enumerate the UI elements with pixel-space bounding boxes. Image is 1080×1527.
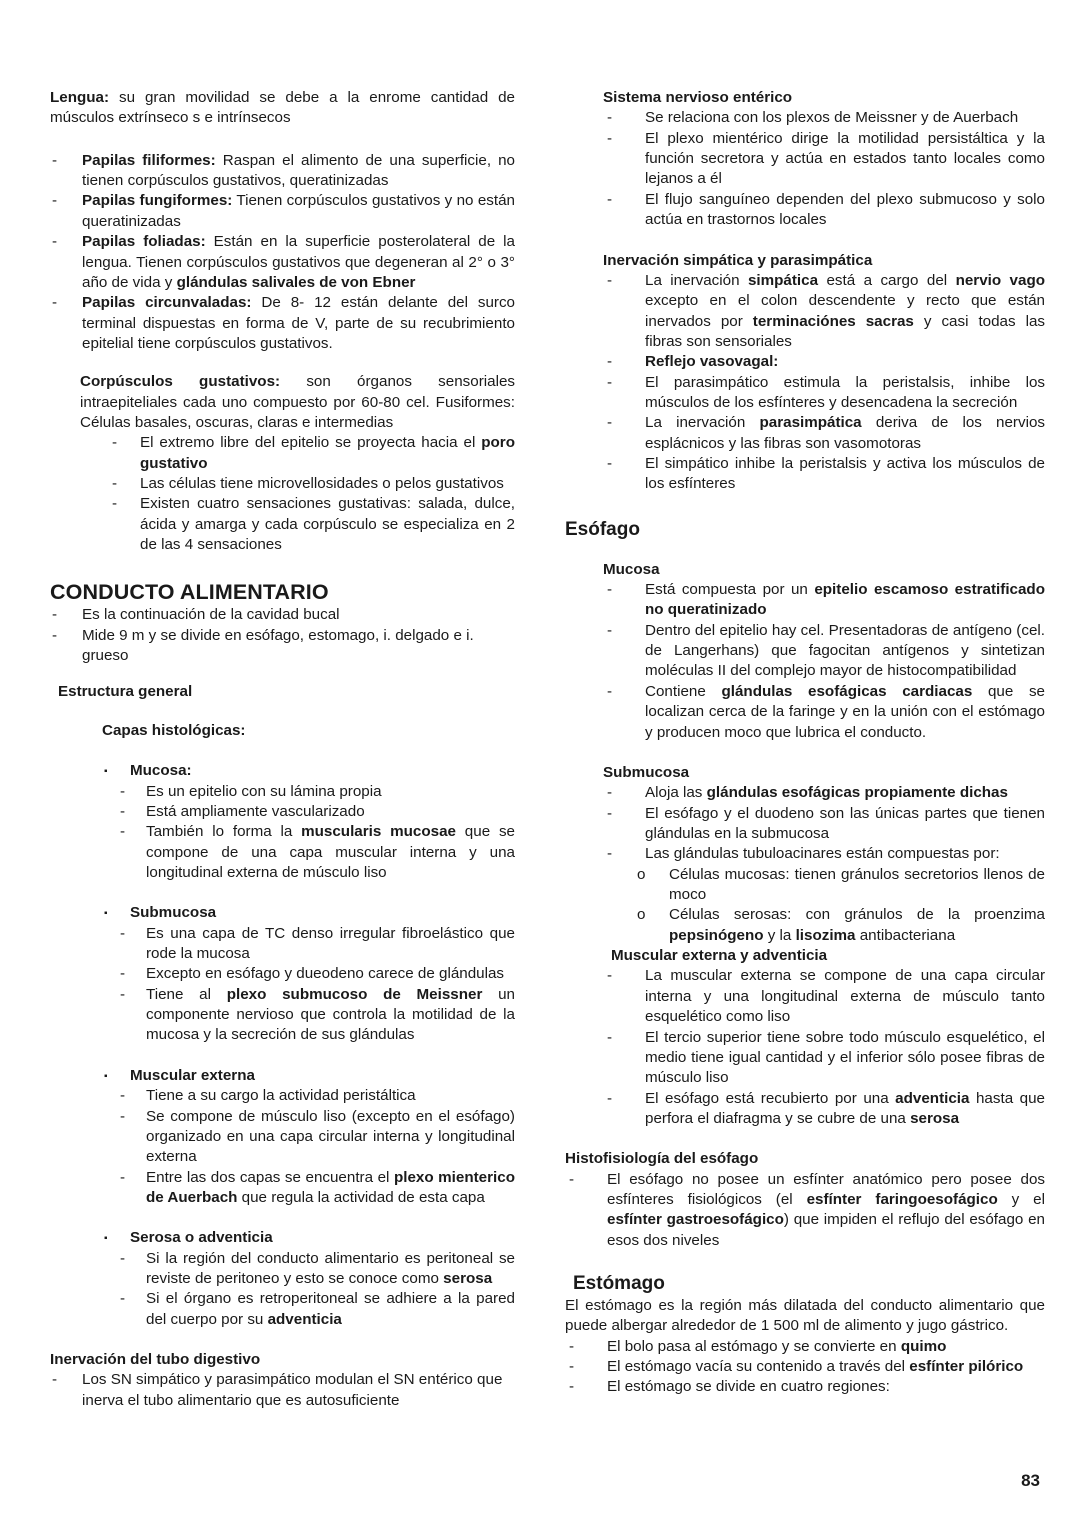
item-bold: muscularis mucosae bbox=[301, 823, 456, 841]
dash-marker: - bbox=[52, 192, 58, 210]
square-list-item bbox=[102, 1228, 515, 1248]
list-item bbox=[603, 844, 1045, 864]
dash-marker: - bbox=[120, 985, 126, 1003]
celulas-mucosas-item: Células mucosas: tienen gránulos secretorios llenos de moco bbox=[669, 865, 1045, 904]
item-text-tail: que regula la actividad de esta capa bbox=[237, 1188, 485, 1206]
list-item bbox=[120, 1289, 515, 1330]
list-item bbox=[603, 108, 1045, 128]
dash-marker: - bbox=[52, 606, 58, 624]
item-text: Si la región del conducto alimentario es peritoneal se reviste de peritoneo y esto se conoce como bbox=[146, 1249, 515, 1288]
list-item bbox=[50, 191, 515, 232]
list-item bbox=[603, 373, 1045, 414]
dash-marker: - bbox=[607, 190, 613, 208]
papila-label: Papilas fungiformes: bbox=[82, 192, 233, 210]
item-bold-tail: adventicia bbox=[267, 1310, 342, 1328]
dash-marker: - bbox=[607, 621, 613, 639]
mucosa-item: Dentro del epitelio hay cel. Presentadoras de antígeno (cel. de Langerhans) que fagocitan antígenos y sintetizan moléculas II del complejo mayor de histocompatibilidad bbox=[645, 621, 1045, 680]
papila-label: Papilas foliadas: bbox=[82, 233, 206, 251]
item-text: Contiene bbox=[645, 682, 722, 700]
item-bold: adventicia bbox=[895, 1089, 970, 1107]
dash-marker: - bbox=[607, 414, 613, 432]
mucosa-item: Es un epitelio con su lámina propia bbox=[146, 782, 382, 800]
item-text: ) que impiden el reflujo del esófago en esos dos niveles bbox=[607, 1211, 1045, 1249]
square-list-item bbox=[102, 1066, 515, 1086]
conducto-item: Mide 9 m y se divide en esófago, estomago, i. delgado e i. grueso bbox=[82, 626, 474, 665]
square-bullet-icon: ▪ bbox=[104, 766, 108, 778]
heading-conducto-alimentario: CONDUCTO ALIMENTARIO bbox=[50, 579, 329, 604]
capa-label: Mucosa: bbox=[130, 762, 192, 780]
circle-list-item bbox=[635, 905, 1045, 946]
submucosa-item: Las glándulas tubuloacinares están compuestas por: bbox=[645, 845, 1000, 863]
item-bold: terminaciónes sacras bbox=[752, 312, 914, 330]
inervacion-item bbox=[645, 352, 1045, 372]
heading-sistema-nervioso-enterico: Sistema nervioso entérico bbox=[603, 89, 793, 106]
muscular-externa-heading-block bbox=[611, 946, 1045, 966]
item-bold-tail: poro gustativo bbox=[140, 434, 515, 472]
item-text: Tiene al bbox=[146, 985, 227, 1003]
list-item bbox=[603, 804, 1045, 845]
heading-muscular-externa-adventicia: Muscular externa y adventicia bbox=[611, 947, 828, 965]
dash-marker: - bbox=[52, 151, 58, 169]
list-item bbox=[120, 964, 515, 984]
list-item bbox=[120, 985, 515, 1046]
estomago-item bbox=[607, 1357, 1045, 1377]
dash-marker: - bbox=[120, 823, 126, 841]
square-bullet-icon: ▪ bbox=[104, 1233, 108, 1245]
item-bold-tail: serosa bbox=[443, 1270, 493, 1288]
list-item bbox=[603, 783, 1045, 803]
muscular-item bbox=[645, 1089, 1045, 1130]
item-bold: simpática bbox=[747, 271, 819, 289]
dash-marker: - bbox=[120, 802, 126, 820]
list-item bbox=[120, 1249, 515, 1290]
list-item bbox=[603, 352, 1045, 372]
dash-marker: - bbox=[120, 924, 126, 942]
list-item bbox=[50, 151, 515, 192]
estomago-intro: El estómago es la región más dilatada del conducto alimentario que puede albergar alrededor de 1 500 ml de alimento y jugo gástrico. bbox=[565, 1296, 1045, 1335]
dash-marker: - bbox=[112, 434, 118, 452]
list-item bbox=[603, 1028, 1045, 1089]
estomago-item: El estómago se divide en cuatro regiones: bbox=[607, 1378, 890, 1396]
muscular-item: El tercio superior tiene sobre todo músculo esquelético, el medio tiene igual cantidad y el inferior sólo posee fibras de músculo liso bbox=[645, 1028, 1045, 1087]
heading-esofago-submucosa: Submucosa bbox=[603, 763, 690, 781]
heading-esofago-mucosa: Mucosa bbox=[603, 560, 660, 578]
list-item bbox=[120, 1168, 515, 1209]
list-item bbox=[120, 924, 515, 965]
papila-circunvaladas bbox=[82, 293, 515, 354]
item-text: La inervación bbox=[645, 271, 748, 289]
list-item bbox=[603, 621, 1045, 682]
papila-filiformes bbox=[82, 151, 515, 192]
papila-foliadas bbox=[82, 232, 515, 293]
item-bold-tail: glándulas esofágicas propiamente dichas bbox=[706, 784, 1008, 802]
list-item bbox=[120, 822, 515, 883]
submucosa-item bbox=[146, 985, 515, 1046]
papila-text: Están en la superficie posterolateral de la lengua. Tienen corpúsculos gustativos que degeneran al 2° o 3° año de vida y bbox=[82, 233, 516, 291]
dash-marker: - bbox=[112, 475, 118, 493]
square-bullet-icon: ▪ bbox=[104, 1070, 108, 1082]
corpusculos-paragraph bbox=[80, 372, 515, 433]
inervacion-item bbox=[645, 271, 1045, 352]
item-bold: parasimpática bbox=[759, 414, 862, 432]
dash-marker: - bbox=[607, 682, 613, 700]
item-text: Está compuesta por un bbox=[645, 580, 815, 598]
esofago-body bbox=[603, 560, 1045, 1130]
muscular-item: La muscular externa se compone de una capa circular interna y una longitudinal externa de músculo tanto esquelético como liso bbox=[645, 967, 1045, 1026]
dash-marker: - bbox=[120, 1168, 126, 1186]
dash-marker: - bbox=[569, 1337, 575, 1355]
lengua-paragraph bbox=[50, 88, 515, 129]
dash-marker: - bbox=[607, 1028, 613, 1046]
inervacion-item: El parasimpático estimula la peristalsis, inhibe los músculos de los esfínteres y desencadena la secreción bbox=[645, 373, 1045, 412]
item-bold: Reflejo vasovagal: bbox=[645, 353, 779, 371]
item-text: y la bbox=[763, 926, 796, 944]
list-item bbox=[50, 626, 515, 667]
mucosa-item bbox=[645, 682, 1045, 743]
item-text-tail: que se localizan cerca de la faringe y en la unión con el estómago y producen moco que lubrica el conducto. bbox=[645, 682, 1045, 741]
inervacion-item: El simpático inhibe la peristalsis y activa los músculos de los esfínteres bbox=[645, 455, 1045, 493]
corpusculos-sublist bbox=[110, 433, 515, 555]
list-item bbox=[50, 293, 515, 354]
inervacion-item bbox=[645, 413, 1045, 454]
list-item bbox=[565, 1377, 1045, 1397]
item-text: Entre las dos capas se encuentra el bbox=[146, 1168, 394, 1186]
papila-bold-tail: glándulas salivales de von Ebner bbox=[176, 273, 416, 291]
corpusculo-item: Las células tiene microvellosidades o pelos gustativos bbox=[140, 475, 504, 493]
item-text: También lo forma la bbox=[146, 823, 302, 841]
list-item bbox=[110, 494, 515, 555]
right-column bbox=[565, 88, 1045, 1398]
dash-marker: - bbox=[607, 804, 613, 822]
submucosa-item: Es una capa de TC denso irregular fibroelástico que rode la mucosa bbox=[146, 924, 515, 963]
item-bold: esfínter faringoesofágico bbox=[806, 1191, 998, 1209]
capa-label: Serosa o adventicia bbox=[130, 1229, 273, 1247]
papila-label: Papilas circunvaladas: bbox=[82, 294, 252, 312]
item-text: El extremo libre del epitelio se proyecta hacia el bbox=[140, 434, 482, 452]
list-item bbox=[110, 433, 515, 474]
item-bold: glándulas esofágicas cardiacas bbox=[721, 682, 973, 700]
list-item bbox=[120, 802, 515, 822]
mucosa-item bbox=[146, 822, 515, 883]
list-item bbox=[565, 1170, 1045, 1251]
dash-marker: - bbox=[607, 455, 613, 473]
celulas-serosas-item bbox=[669, 905, 1045, 946]
capa-submucosa bbox=[102, 903, 515, 1046]
lengua-text: su gran movilidad se debe a la enrome cantidad de músculos extrínseco s e intrínsecos bbox=[50, 89, 515, 127]
list-item bbox=[603, 682, 1045, 743]
conducto-item: Es la continuación de la cavidad bucal bbox=[82, 606, 340, 624]
dash-marker: - bbox=[607, 1089, 613, 1107]
papila-text: Tienen corpúsculos gustativos y no están queratinizadas bbox=[82, 192, 515, 230]
heading-inervacion-simpatica: Inervación simpática y parasimpática bbox=[603, 251, 873, 269]
estomago-item bbox=[607, 1337, 1045, 1357]
list-item bbox=[120, 1107, 515, 1168]
corpusculos-block bbox=[80, 372, 515, 555]
submucosa-item: Excepto en esófago y dueodeno carece de glándulas bbox=[146, 965, 505, 983]
item-text: y casi todas las fibras son sensoriales bbox=[645, 312, 1045, 350]
capa-muscular-externa bbox=[102, 1066, 515, 1209]
circle-bullet-icon: o bbox=[637, 865, 646, 883]
dash-marker: - bbox=[569, 1378, 575, 1396]
list-item bbox=[120, 1086, 515, 1106]
heading-capas-histologicas: Capas histológicas: bbox=[102, 721, 246, 739]
lengua-label: Lengua: bbox=[50, 89, 110, 106]
item-text-tail: que se compone de una capa muscular interna y una longitudinal externa de músculo liso bbox=[146, 823, 515, 881]
estomago-heading-block bbox=[573, 1273, 1045, 1296]
item-bold: pepsinógeno bbox=[669, 926, 764, 944]
dash-marker: - bbox=[607, 784, 613, 802]
dash-marker: - bbox=[607, 271, 613, 289]
item-bold: plexo mienterico de Auerbach bbox=[146, 1168, 515, 1206]
item-text: y el bbox=[997, 1191, 1045, 1209]
item-bold-tail: epitelio escamoso estratificado no queratinizado bbox=[645, 580, 1045, 619]
dash-marker: - bbox=[607, 580, 613, 598]
serosa-sublist bbox=[120, 1249, 515, 1330]
submucosa-sublist bbox=[120, 924, 515, 1046]
list-item bbox=[50, 1370, 515, 1411]
item-bold: nervio vago bbox=[955, 271, 1046, 289]
list-item bbox=[50, 232, 515, 293]
estructura-general-block bbox=[58, 682, 515, 702]
corpusculos-text: son órganos sensoriales intraepiteliales cada uno compuesto por 60-80 cel. Fusiformes: Células basales, oscuras, claras e intermedias bbox=[80, 373, 515, 432]
item-text: hasta que perfora el diafragma y se cubre de una bbox=[645, 1089, 1045, 1127]
list-item bbox=[120, 782, 515, 802]
papila-label: Papilas filiformes: bbox=[82, 151, 216, 169]
item-text: El esófago está recubierto por una bbox=[645, 1089, 896, 1107]
square-bullet-icon: ▪ bbox=[104, 908, 108, 920]
item-bold: lisozima bbox=[795, 926, 856, 944]
papila-fungiformes bbox=[82, 191, 515, 232]
list-item bbox=[603, 966, 1045, 1027]
item-text: excepto en el colon descendente y recto que están inervados por bbox=[645, 292, 1045, 330]
square-list-item bbox=[102, 761, 515, 781]
corpusculo-item bbox=[140, 433, 515, 474]
serosa-item bbox=[146, 1249, 515, 1290]
capa-serosa-adventicia bbox=[102, 1228, 515, 1330]
dash-marker: - bbox=[52, 294, 58, 312]
item-text: está a cargo del bbox=[818, 271, 956, 289]
sne-item: Se relaciona con los plexos de Meissner y de Auerbach bbox=[645, 109, 1019, 127]
mucosa-sublist bbox=[120, 782, 515, 884]
dash-marker: - bbox=[607, 967, 613, 985]
item-text: Células serosas: con gránulos de la proenzima bbox=[669, 906, 1045, 924]
item-text: deriva de los nervios esplácnicos y las fibras son vasomotoras bbox=[645, 414, 1045, 452]
sistema-nervioso-enterico-block bbox=[603, 88, 1045, 495]
histofisiologia-item bbox=[607, 1170, 1045, 1251]
item-bold: plexo submucoso de Meissner bbox=[226, 985, 483, 1003]
capas-histologicas-block bbox=[102, 721, 515, 741]
corpusculo-item: Existen cuatro sensaciones gustativas: salada, dulce, ácida y amarga y cada corpúsculo se especializa en 2 de las 4 sensaciones bbox=[140, 495, 515, 554]
list-item bbox=[50, 605, 515, 625]
muscular-item: Tiene a su cargo la actividad peristáltica bbox=[146, 1087, 416, 1105]
dash-marker: - bbox=[569, 1170, 575, 1188]
heading-esofago: Esófago bbox=[565, 518, 640, 540]
papila-text: De 8- 12 están delante del surco terminal dispuestas en forma de V, parte de su recubrimiento epitelial tiene corpúsculos gustativos. bbox=[82, 294, 516, 352]
dash-marker: - bbox=[120, 1249, 126, 1267]
list-item bbox=[603, 454, 1045, 495]
item-text: El bolo pasa al estómago y se convierte en bbox=[607, 1337, 901, 1355]
dash-marker: - bbox=[52, 233, 58, 251]
item-bold-tail: serosa bbox=[910, 1109, 960, 1127]
list-item bbox=[603, 190, 1045, 231]
capa-label: Submucosa bbox=[130, 904, 217, 922]
item-text-tail: un componente nervioso que controla la motilidad de la mucosa y la secreción de sus glándulas bbox=[146, 985, 515, 1044]
capa-label: Muscular externa bbox=[130, 1066, 255, 1084]
dash-marker: - bbox=[607, 353, 613, 371]
submucosa-item bbox=[645, 783, 1045, 803]
item-bold-tail: esfínter pilórico bbox=[909, 1358, 1024, 1375]
item-bold-tail: quimo bbox=[900, 1337, 947, 1355]
circle-bullet-icon: o bbox=[637, 906, 646, 924]
dash-marker: - bbox=[607, 845, 613, 863]
list-item bbox=[565, 1357, 1045, 1377]
submucosa-item: El esófago y el duodeno son las únicas partes que tienen glándulas en la submucosa bbox=[645, 804, 1045, 842]
list-item bbox=[565, 1337, 1045, 1357]
circle-list-item bbox=[635, 865, 1045, 906]
dash-marker: - bbox=[120, 1290, 126, 1308]
muscular-externa-sublist bbox=[120, 1086, 515, 1208]
list-item bbox=[603, 580, 1045, 621]
dash-marker: - bbox=[120, 1087, 126, 1105]
inervacion-tubo-item: Los SN simpático y parasimpático modulan el SN entérico que inerva el tubo alimentario que es autosuficiente bbox=[82, 1371, 503, 1409]
dash-marker: - bbox=[607, 129, 613, 147]
list-item bbox=[603, 1089, 1045, 1130]
list-item bbox=[110, 474, 515, 494]
item-text: Si el órgano es retroperitoneal se adhiere a la pared del cuerpo por su bbox=[146, 1290, 515, 1328]
muscular-item: Se compone de músculo liso (excepto en el esófago) organizado en una capa circular interna y longitudinal externa bbox=[146, 1107, 515, 1166]
mucosa-item bbox=[645, 580, 1045, 621]
papila-text: Raspan el alimento de una superficie, no tienen corpúsculos gustativos, queratinizadas bbox=[82, 151, 515, 190]
two-column-body bbox=[0, 88, 1080, 1448]
heading-estomago: Estómago bbox=[573, 1273, 665, 1295]
mucosa-item: Está ampliamente vascularizado bbox=[146, 802, 365, 820]
dash-marker: - bbox=[569, 1358, 575, 1375]
dash-marker: - bbox=[607, 109, 613, 127]
sne-item: El plexo mientérico dirige la motilidad persistáltica y la función secretora y actúa en estados tanto locales como lejanos a él bbox=[645, 129, 1045, 188]
list-item bbox=[603, 129, 1045, 190]
serosa-item bbox=[146, 1289, 515, 1330]
dash-marker: - bbox=[120, 782, 126, 800]
muscular-item bbox=[146, 1168, 515, 1209]
submucosa-circle-sublist bbox=[635, 865, 1045, 946]
item-text: El estómago vacía su contenido a través del bbox=[607, 1358, 910, 1375]
item-bold: esfínter gastroesofágico bbox=[607, 1211, 784, 1229]
heading-histofisiologia-esofago: Histofisiología del esófago bbox=[565, 1150, 759, 1168]
sne-item: El flujo sanguíneo dependen del plexo submucoso y solo actúa en trastornos locales bbox=[645, 190, 1045, 229]
square-list-item bbox=[102, 903, 515, 923]
item-text: Aloja las bbox=[645, 784, 707, 802]
heading-inervacion-tubo-digestivo: Inervación del tubo digestivo bbox=[50, 1351, 261, 1369]
dash-marker: - bbox=[52, 1371, 58, 1389]
heading-estructura-general: Estructura general bbox=[58, 683, 193, 701]
dash-marker: - bbox=[120, 965, 126, 983]
item-text: La inervación bbox=[645, 414, 760, 432]
item-text: El esófago no posee un esfínter anatómico pero posee dos esfínteres fisiológicos (el bbox=[607, 1170, 1045, 1209]
dash-marker: - bbox=[607, 373, 613, 391]
list-item bbox=[603, 271, 1045, 352]
list-item bbox=[603, 413, 1045, 454]
dash-marker: - bbox=[52, 626, 58, 644]
capa-mucosa bbox=[102, 761, 515, 883]
left-column bbox=[50, 88, 515, 1411]
item-text: antibacteriana bbox=[855, 926, 956, 944]
page-number: 83 bbox=[1021, 1471, 1040, 1490]
dash-marker: - bbox=[112, 495, 118, 513]
dash-marker: - bbox=[120, 1107, 126, 1125]
corpusculos-label: Corpúsculos gustativos: bbox=[80, 373, 281, 391]
